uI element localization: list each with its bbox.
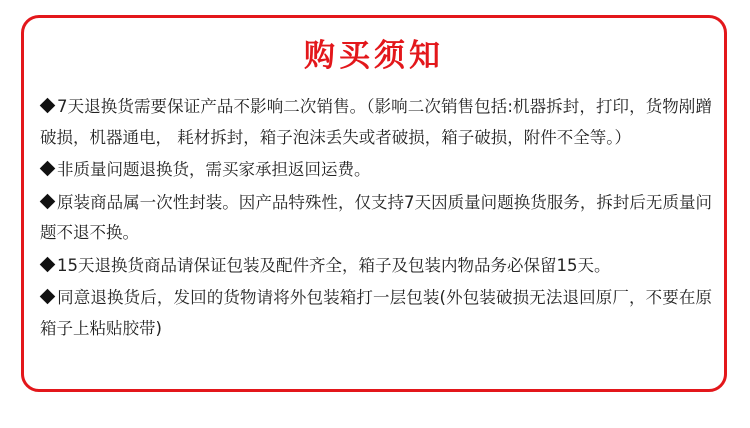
notice-item-shipping-cost — [40, 155, 712, 186]
black-diamond-icon — [40, 193, 56, 209]
notice-list — [40, 92, 712, 346]
black-diamond-icon — [40, 289, 56, 305]
notice-item-return-policy — [40, 92, 712, 153]
notice-item-packaging — [40, 251, 712, 282]
notice-item-sealed-product — [40, 188, 712, 249]
notice-item-text: 非质量问题退换货，需买家承担返回运费。 — [57, 160, 371, 179]
black-diamond-icon — [40, 161, 56, 177]
purchase-notice-card — [21, 15, 727, 392]
notice-item-return-packing — [40, 283, 712, 344]
notice-item-text: 15天退换货商品请保证包装及配件齐全，箱子及包装内物品务必保留15天。 — [57, 255, 611, 275]
black-diamond-icon — [40, 98, 56, 114]
notice-item-text: 同意退换货后，发回的货物请将外包装箱打一层包装(外包装破损无法退回原厂，不要在原箱子上粘贴胶带) — [40, 288, 712, 338]
notice-item-text: 7天退换货需要保证产品不影响二次销售。（影响二次销售包括:机器拆封，打印，货物剐蹭破损，机器通电， 耗材拆封，箱子泡沫丢失或者破损，箱子破损，附件不全等。） — [40, 97, 712, 147]
notice-title: 购买须知 — [304, 38, 444, 74]
black-diamond-icon — [40, 256, 56, 272]
notice-item-text: 原装商品属一次性封装。因产品特殊性，仅支持7天因质量问题换货服务，拆封后无质量问题不退不换。 — [40, 192, 712, 242]
